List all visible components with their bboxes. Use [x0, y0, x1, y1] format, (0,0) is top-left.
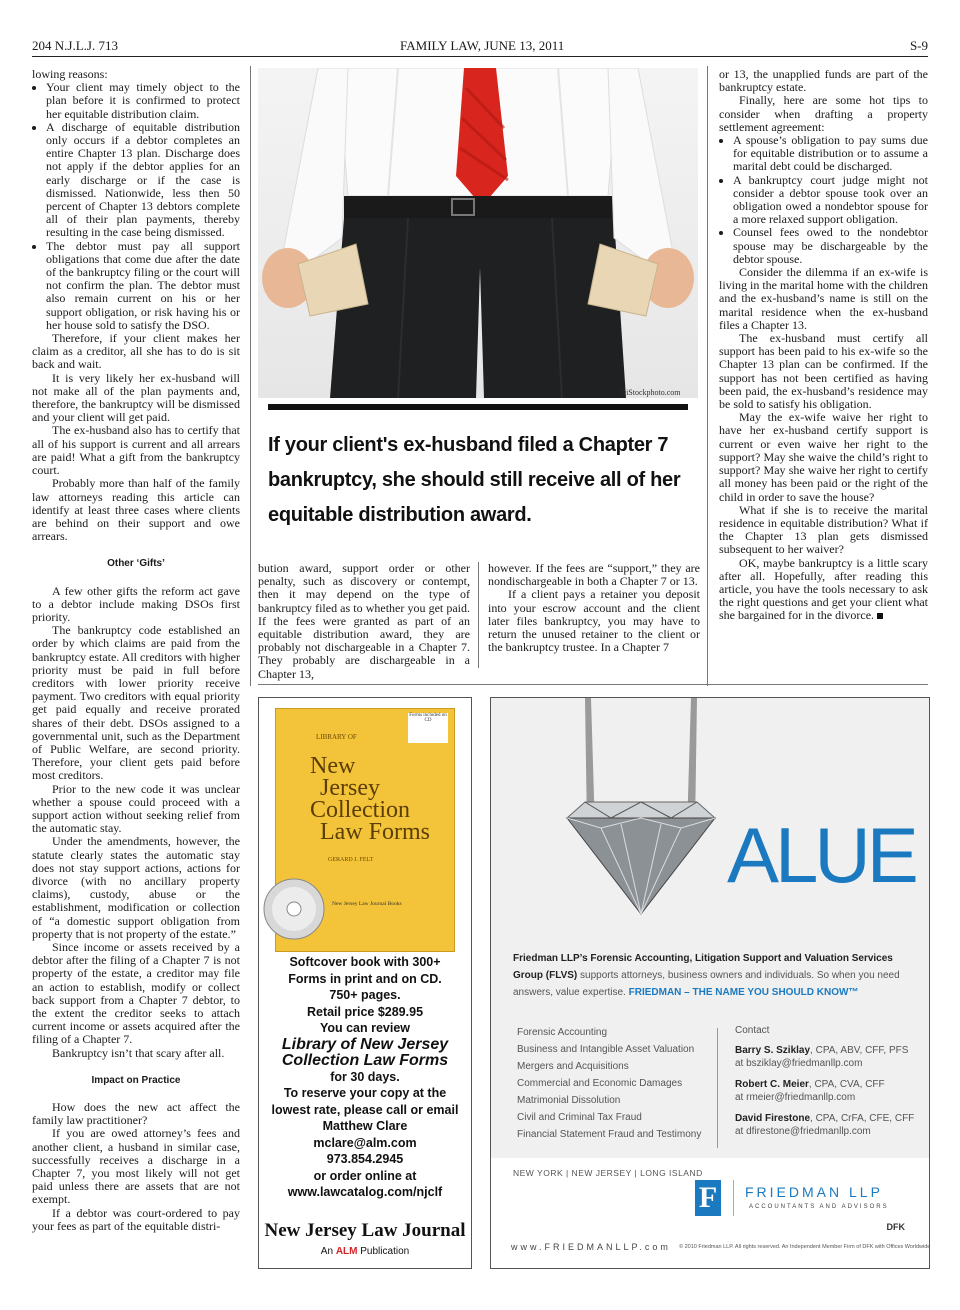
article-column-3: [488, 562, 700, 654]
book-publisher: New Jersey Law Journal Books: [332, 901, 402, 907]
ad-line: for 30 days.: [330, 1069, 400, 1084]
paragraph: bution award, support order or other penalty, such as discovery or contempt, then it may depend on the type of bankruptcy filed as to whether you get paid. If the fees were granted as part of an equitable distribution award, they are probably not dischargeable in a Chapter 7. They probably are dischargeable in a Chapter 13,: [258, 561, 470, 681]
njlj-masthead: New Jersey Law Journal: [264, 1220, 466, 1241]
paragraph: however. If the fees are “support,” they are nondischargeable in both a Chapter 7 or 13.: [488, 561, 700, 589]
paragraph: Bankruptcy isn’t that scary after all.: [52, 1045, 225, 1060]
contact-email-link[interactable]: at bsziklay@friedmanllp.com: [735, 1058, 863, 1069]
contact-entry: [735, 1112, 914, 1125]
alue-headline: ALUE: [727, 811, 915, 899]
ad-email-link[interactable]: mclare@alm.com: [313, 1135, 417, 1150]
cd-disc-icon: [262, 877, 326, 941]
service-item: Mergers and Acquisitions: [517, 1061, 629, 1072]
header-page-number: S-9: [909, 38, 928, 53]
book-title-line: Law Forms: [320, 819, 430, 845]
book-author: GERARD J. FELT: [328, 857, 374, 863]
contact-heading: Contact: [735, 1025, 770, 1036]
copyright-notice: © 2010 Friedman LLP. All rights reserved. An Independent Member Firm of DFK with Offices Worldwide: [679, 1244, 931, 1250]
photo-credit: ©iStockphoto.com: [620, 388, 681, 397]
list-item: • A spouse’s obligation to pay sums due for equitable distribution or to assume a marital debt could be discharged.: [733, 134, 928, 174]
ad-separator-rule: [258, 684, 928, 685]
alm-logo: ALM: [335, 1246, 358, 1257]
office-locations: NEW YORK | NEW JERSEY | LONG ISLAND: [513, 1168, 703, 1178]
alm-suffix: Publication: [360, 1246, 410, 1257]
paragraph: If you are owed attorney’s fees and another client, a husband in similar case, successfully receives a discharge in a Chapter 7, you most likely will not get paid unless there are assets that are not exempt.: [32, 1126, 240, 1207]
end-mark: [877, 613, 883, 619]
article-column-1: [32, 68, 240, 1233]
article-column-4: [719, 68, 928, 623]
service-item: Financial Statement Fraud and Testimony: [517, 1129, 702, 1140]
ad-book-title: Collection Law Forms: [281, 1051, 449, 1069]
paragraph: The bankruptcy code established an order by which claims are paid from the bankruptcy estate. All creditors with higher priority must be paid in full before creditors with lower priority receive payment. Two creditors with equal priority get paid equally and receive prorated shares of their debt. DSOs assigned to a governmental unit, such as the Department of Public Welfare, are second priority. Therefore, your client gets paid before most creditors.: [32, 623, 240, 783]
subheading-impact-on-practice: Impact on Practice: [91, 1074, 181, 1086]
contact-entry: [735, 1044, 914, 1057]
alm-publication-line: [259, 1246, 471, 1257]
tips-list: [719, 134, 928, 266]
friedman-intro: [513, 950, 913, 1001]
empty-pockets-photo: [258, 68, 698, 398]
bullet-list: [32, 81, 240, 332]
ad-line: To reserve your copy at the: [283, 1086, 447, 1100]
contact-list: [735, 1024, 914, 1146]
ad-line: 750+ pages.: [329, 988, 401, 1002]
ad-copy: [259, 954, 471, 1201]
ad-book-title: Library of New Jersey: [281, 1035, 449, 1053]
book-library-label: LIBRARY OF: [316, 733, 357, 741]
contact-name: Robert C. Meier: [735, 1079, 809, 1090]
ad-line: Retail price $289.95: [306, 1004, 424, 1019]
paragraph: Probably more than half of the family law attorneys reading this article can identify at least three cases where clients are behind on their support and owe arrears.: [32, 476, 240, 544]
paragraph: A few other gifts the reform act gave to a debtor include making DSOs first priority.: [32, 583, 240, 624]
paragraph: [719, 557, 928, 623]
book-title-line: New: [310, 753, 356, 779]
list-item: • A bankruptcy court judge might not consider a debtor spouse took over an obligation owed a nondebtor spouse for a more relaxed support obligation.: [733, 174, 928, 227]
paragraph: It is very likely her ex-husband will not make all of the plan payments and, therefore, the bankruptcy will be dismissed and your client will get paid.: [32, 370, 240, 425]
closing-text: OK, maybe bankruptcy is a little scary after all. Hopefully, after reading this article, you have the tools necessary to ask the right questions and get your client what she bargained for in the divorce.: [719, 555, 928, 623]
list-item: • Your client may timely object to the plan before it is confirmed to protect her equitable distribution claim.: [46, 81, 240, 121]
firm-tagline: ACCOUNTANTS AND ADVISORS: [749, 1204, 889, 1210]
header-citation: 204 N.J.L.J. 713: [32, 38, 118, 53]
pull-quote: If your client's ex-husband filed a Chapter 7 bankruptcy, she should still receive all of her equitable distribution award.: [268, 434, 681, 526]
paragraph: What if she is to receive the marital residence in equitable distribution? What if the Chapter 13 plan gets dismissed subsequent to her waiver?: [719, 502, 928, 557]
ad-line: You can review: [319, 1021, 411, 1035]
article-column-2: [258, 562, 470, 681]
cd-tag: Forms included on CD: [408, 713, 448, 743]
header-rule: [32, 56, 928, 57]
contact-credentials: , CPA, CVA, CFF: [808, 1079, 885, 1090]
paragraph: Consider the dilemma if an ex-wife is living in the marital home with the children and the ex-husband’s name is still on the marital residence when the ex-husband files a Chapter 13.: [719, 265, 928, 332]
service-item: Business and Intangible Asset Valuation: [517, 1044, 695, 1055]
contact-entry: [735, 1078, 914, 1091]
paragraph: If a debtor was court-ordered to pay your fees as part of the equitable distri-: [32, 1205, 240, 1233]
subheading-other-gifts: Other ‘Gifts’: [107, 558, 165, 570]
intro-tagline: FRIEDMAN – THE NAME YOU SHOULD KNOW™: [628, 987, 859, 998]
intro-bold: Friedman LLP’s Forensic Accounting, Litigation Support and Valuation Services Group (FLVS): [513, 953, 893, 981]
ad-line: or order online at: [313, 1168, 417, 1183]
page-header: [32, 38, 928, 54]
contact-email-link[interactable]: at rmeier@friedmanllp.com: [735, 1092, 856, 1103]
firm-name: FRIEDMAN LLP: [745, 1184, 883, 1200]
firm-website-link[interactable]: www.FRIEDMANLLP.com: [511, 1242, 671, 1252]
ad-line: lowest rate, please call or email: [271, 1102, 459, 1117]
ad-line: Softcover book with 300+: [289, 955, 441, 969]
alm-prefix: An: [320, 1246, 334, 1257]
paragraph: or 13, the unapplied funds are part of the bankruptcy estate.: [719, 67, 928, 95]
paragraph: Prior to the new code it was unclear whether a spouse could proceed with a support action without seeking relief from the automatic stay.: [32, 781, 240, 836]
service-item: Matrimonial Dissolution: [517, 1095, 621, 1106]
paragraph: Therefore, if your client makes her claim as a creditor, all she has to do is sit back and wait.: [32, 331, 240, 372]
book-cover: [275, 708, 455, 952]
paragraph: Since income or assets received by a debtor after the filing of a Chapter 7 is not property of the estate, a creditor may file an action to establish, modify or collect back support from a Chapter 7 debtor, to the extent the creditor seeks to attach current income or assets acquired after the filing of a Chapter 7.: [32, 940, 240, 1047]
list-item: • A discharge of equitable distribution only occurs if a debtor completes an entire Chapter 13 plan. Discharge does not apply if the debtor applies for an early discharge or if the case is dismissed. Nationwide, less then 50 percent of Chapter 13 debtors complete all of their plan payments, thereby resulting in the case being dismissed.: [46, 121, 240, 240]
service-item: Civil and Criminal Tax Fraud: [517, 1112, 642, 1123]
book-advertisement: [258, 697, 472, 1269]
ad-phone: 973.854.2945: [326, 1152, 404, 1166]
ad-contact-name: Matthew Clare: [322, 1119, 408, 1133]
paragraph: Finally, here are some hot tips to consider when drafting a property settlement agreement:: [719, 93, 928, 134]
ad-url-link[interactable]: www.lawcatalog.com/njclf: [287, 1185, 443, 1199]
contact-credentials: , CPA, ABV, CFF, PFS: [810, 1045, 909, 1056]
column-divider-4: [707, 66, 708, 686]
paragraph: How does the new act affect the family law practitioner?: [32, 1100, 240, 1128]
book-title-line: Collection: [310, 797, 410, 823]
friedman-footer: [491, 1158, 929, 1268]
services-list: [517, 1024, 701, 1143]
book-title-line: Jersey: [320, 775, 380, 801]
paragraph: lowing reasons:: [32, 67, 108, 81]
diamond-tweezers-illustration: [541, 698, 741, 928]
contact-credentials: , CPA, CrFA, CFE, CFF: [810, 1113, 915, 1124]
contact-name: Barry S. Sziklay: [735, 1045, 811, 1056]
logo-divider: [733, 1180, 734, 1216]
services-divider: [717, 1028, 718, 1148]
man-empty-pockets-illustration: [258, 68, 698, 398]
paragraph: If a client pays a retainer you deposit into your escrow account and the client later files bankruptcy, you may have to return the unused retainer to the client or the bankruptcy trustee. In a Chapter 7: [488, 587, 700, 655]
friedman-advertisement: [490, 697, 930, 1269]
intro-text: supports attorneys, business owners and individuals. So when you need answers, value expertise.: [513, 970, 900, 998]
list-item: • Counsel fees owed to the nondebtor spouse may be dischargeable by the debtor spouse.: [733, 226, 928, 266]
contact-name: David Firestone: [735, 1113, 811, 1124]
column-divider-2: [478, 562, 479, 668]
friedman-logo-icon: F: [695, 1180, 721, 1216]
contact-email-link[interactable]: at dfirestone@friedmanllp.com: [735, 1126, 871, 1137]
list-item: • The debtor must pay all support obligations that come due after the date of the bankruptcy filing or the court will not confirm the plan. The debtor must also remain current on his or her support obligation, or risk having his or her house sold to satisfy the DSO.: [46, 240, 240, 332]
dfk-logo: DFK: [886, 1222, 905, 1232]
header-section-date: FAMILY LAW, JUNE 13, 2011: [400, 38, 565, 53]
column-divider-1: [250, 66, 251, 686]
book-title: [310, 755, 430, 843]
ad-line: Forms in print and on CD.: [288, 971, 442, 986]
paragraph: The ex-husband also has to certify that all of his support is current and all arrears are paid! What a gift from the bankruptcy court.: [32, 423, 240, 478]
service-item: Forensic Accounting: [517, 1027, 608, 1038]
paragraph: May the ex-wife waive her right to have her ex-husband certify support is current or even waive her right to the support? May she waive the child’s right to support? May she waive her right to certify all money has been paid or the right of the child in order to save the house?: [719, 410, 928, 504]
service-item: Commercial and Economic Damages: [517, 1078, 683, 1089]
paragraph: Under the amendments, however, the statute clearly states the automatic stay does not stay support actions, actions for divorce (with no ancillary property claims), custody, abuse or the establishment, modification or collection of “a domestic support obligation from property that is not property of the estate.”: [32, 834, 240, 941]
paragraph: The ex-husband must certify all support has been paid to his ex-wife so the Chapter 13 plan can be confirmed. If the support has not been certified as having been paid, the ex-husband’s residence may be sold to satisfy his obligation.: [719, 331, 928, 412]
pullquote-rule: [268, 404, 688, 410]
